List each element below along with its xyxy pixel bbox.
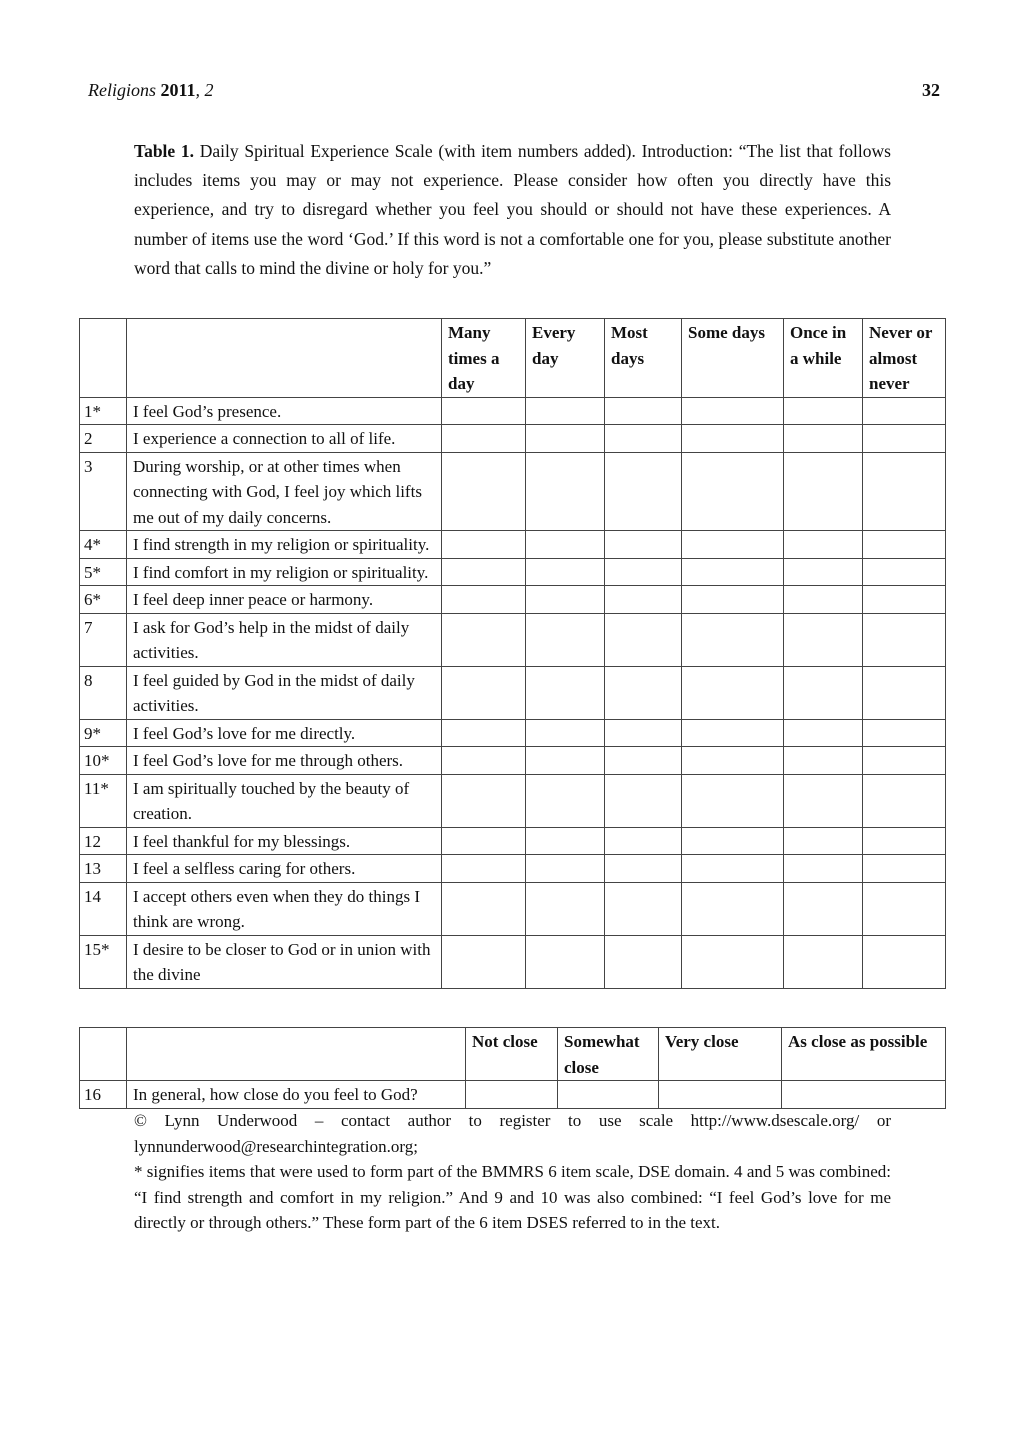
item-text: I feel God’s love for me through others. bbox=[127, 747, 442, 775]
response-cell[interactable] bbox=[526, 935, 605, 988]
frequency-header: Every day bbox=[526, 319, 605, 398]
frequency-header: Once in a while bbox=[784, 319, 863, 398]
table-row bbox=[80, 827, 946, 855]
item-number: 8 bbox=[80, 666, 127, 719]
response-cell[interactable] bbox=[442, 452, 526, 531]
response-cell[interactable] bbox=[526, 719, 605, 747]
journal-year: 2011 bbox=[160, 80, 196, 100]
response-cell[interactable] bbox=[863, 613, 946, 666]
response-cell[interactable] bbox=[863, 719, 946, 747]
item-text: I feel a selfless caring for others. bbox=[127, 855, 442, 883]
response-cell[interactable] bbox=[442, 774, 526, 827]
response-cell[interactable] bbox=[605, 452, 682, 531]
frequency-header-row bbox=[80, 319, 946, 398]
response-cell[interactable] bbox=[682, 747, 784, 775]
response-cell[interactable] bbox=[863, 855, 946, 883]
item-number: 12 bbox=[80, 827, 127, 855]
closeness-header-num-cell bbox=[80, 1028, 127, 1081]
response-cell[interactable] bbox=[605, 747, 682, 775]
frequency-header: Some days bbox=[682, 319, 784, 398]
response-cell[interactable] bbox=[682, 719, 784, 747]
response-cell[interactable] bbox=[682, 558, 784, 586]
response-cell[interactable] bbox=[682, 774, 784, 827]
response-cell[interactable] bbox=[682, 827, 784, 855]
response-cell[interactable] bbox=[526, 613, 605, 666]
response-cell[interactable] bbox=[526, 855, 605, 883]
response-cell[interactable] bbox=[442, 882, 526, 935]
response-cell[interactable] bbox=[605, 882, 682, 935]
response-cell[interactable] bbox=[863, 747, 946, 775]
item-text: During worship, or at other times when connecting with God, I feel joy which lifts me out of my daily concerns. bbox=[127, 452, 442, 531]
response-cell[interactable] bbox=[863, 774, 946, 827]
response-cell[interactable] bbox=[605, 558, 682, 586]
item-number: 11* bbox=[80, 774, 127, 827]
item-number: 14 bbox=[80, 882, 127, 935]
caption-label: Table 1. bbox=[134, 141, 195, 161]
frequency-header: Many times a day bbox=[442, 319, 526, 398]
response-cell[interactable] bbox=[863, 882, 946, 935]
response-cell[interactable] bbox=[784, 397, 863, 425]
response-cell[interactable] bbox=[526, 558, 605, 586]
response-cell[interactable] bbox=[682, 452, 784, 531]
item-text: I feel deep inner peace or harmony. bbox=[127, 586, 442, 614]
journal-volume: , 2 bbox=[195, 80, 214, 100]
response-cell[interactable] bbox=[605, 774, 682, 827]
response-cell[interactable] bbox=[784, 452, 863, 531]
closeness-header: Not close bbox=[466, 1028, 558, 1081]
table-row bbox=[80, 666, 946, 719]
closeness-header-row bbox=[80, 1028, 946, 1081]
response-cell[interactable] bbox=[605, 935, 682, 988]
item-text: I ask for God’s help in the midst of daily activities. bbox=[127, 613, 442, 666]
response-cell[interactable] bbox=[784, 882, 863, 935]
response-cell[interactable] bbox=[605, 586, 682, 614]
caption-text: Daily Spiritual Experience Scale (with item numbers added). Introduction: “The list that follows includes items you may or may not experience. Please consider how often you directly have this experience, and try to disregard whether you feel you should or should not have these experiences. A number of items use the word ‘God.’ If this word is not a comfortable one for you, please substitute another word that calls to mind the divine or holy for you.” bbox=[134, 141, 891, 278]
table-row bbox=[80, 613, 946, 666]
table-row bbox=[80, 425, 946, 453]
response-cell[interactable] bbox=[863, 531, 946, 559]
response-cell[interactable] bbox=[784, 666, 863, 719]
response-cell[interactable] bbox=[526, 531, 605, 559]
response-cell[interactable] bbox=[863, 558, 946, 586]
response-cell[interactable] bbox=[605, 397, 682, 425]
response-cell[interactable] bbox=[784, 774, 863, 827]
response-cell[interactable] bbox=[526, 827, 605, 855]
item-number: 2 bbox=[80, 425, 127, 453]
table-row bbox=[80, 558, 946, 586]
response-cell[interactable] bbox=[442, 855, 526, 883]
item-number: 4* bbox=[80, 531, 127, 559]
response-cell[interactable] bbox=[863, 935, 946, 988]
item-text: I find strength in my religion or spirituality. bbox=[127, 531, 442, 559]
table-row bbox=[80, 855, 946, 883]
closeness-table bbox=[79, 1027, 946, 1109]
response-cell[interactable] bbox=[863, 827, 946, 855]
response-cell[interactable] bbox=[526, 747, 605, 775]
response-cell[interactable] bbox=[784, 613, 863, 666]
dses-table bbox=[79, 318, 946, 989]
table-row bbox=[80, 774, 946, 827]
closeness-header: As close as possible bbox=[782, 1028, 946, 1081]
table-row bbox=[80, 747, 946, 775]
item-text: I am spiritually touched by the beauty of creation. bbox=[127, 774, 442, 827]
response-cell[interactable] bbox=[784, 855, 863, 883]
item-number: 7 bbox=[80, 613, 127, 666]
item-number: 3 bbox=[80, 452, 127, 531]
response-cell[interactable] bbox=[863, 425, 946, 453]
journal-header bbox=[88, 80, 214, 101]
frequency-header: Most days bbox=[605, 319, 682, 398]
header-item-cell bbox=[127, 319, 442, 398]
closeness-header-item-cell bbox=[127, 1028, 466, 1081]
item-text: I desire to be closer to God or in union with the divine bbox=[127, 935, 442, 988]
response-cell[interactable] bbox=[526, 586, 605, 614]
response-cell[interactable] bbox=[442, 827, 526, 855]
item-number: 10* bbox=[80, 747, 127, 775]
item-number: 15* bbox=[80, 935, 127, 988]
table-row bbox=[80, 1081, 946, 1109]
table-row bbox=[80, 586, 946, 614]
response-cell[interactable] bbox=[526, 666, 605, 719]
item-text: I find comfort in my religion or spirituality. bbox=[127, 558, 442, 586]
item-number: 9* bbox=[80, 719, 127, 747]
response-cell[interactable] bbox=[784, 586, 863, 614]
response-cell[interactable] bbox=[526, 425, 605, 453]
response-cell[interactable] bbox=[682, 586, 784, 614]
response-cell[interactable] bbox=[784, 827, 863, 855]
page-number: 32 bbox=[922, 80, 940, 100]
dses-table-body bbox=[80, 319, 946, 989]
response-cell[interactable] bbox=[659, 1081, 782, 1109]
response-cell[interactable] bbox=[442, 935, 526, 988]
table-row bbox=[80, 719, 946, 747]
response-cell[interactable] bbox=[682, 613, 784, 666]
response-cell[interactable] bbox=[682, 425, 784, 453]
response-cell[interactable] bbox=[442, 613, 526, 666]
closeness-header: Very close bbox=[659, 1028, 782, 1081]
response-cell[interactable] bbox=[682, 882, 784, 935]
response-cell[interactable] bbox=[863, 666, 946, 719]
response-cell[interactable] bbox=[442, 719, 526, 747]
response-cell[interactable] bbox=[466, 1081, 558, 1109]
response-cell[interactable] bbox=[863, 586, 946, 614]
response-cell[interactable] bbox=[605, 531, 682, 559]
response-cell[interactable] bbox=[442, 747, 526, 775]
asterisk-note: * signifies items that were used to form part of the BMMRS 6 item scale, DSE domain. 4 and 5 was combined: “I find strength and comfort in my religion.” And 9 and 10 was also combined: “I feel God’s love for me directly or through others.” These form part of the 6 item DSES referred to in the text. bbox=[134, 1162, 891, 1232]
response-cell[interactable] bbox=[526, 397, 605, 425]
response-cell[interactable] bbox=[526, 882, 605, 935]
response-cell[interactable] bbox=[784, 935, 863, 988]
response-cell[interactable] bbox=[605, 827, 682, 855]
item-number: 16 bbox=[80, 1081, 127, 1109]
response-cell[interactable] bbox=[605, 666, 682, 719]
response-cell[interactable] bbox=[682, 935, 784, 988]
response-cell[interactable] bbox=[442, 666, 526, 719]
item-text: I accept others even when they do things I think are wrong. bbox=[127, 882, 442, 935]
response-cell[interactable] bbox=[442, 425, 526, 453]
response-cell[interactable] bbox=[784, 558, 863, 586]
response-cell[interactable] bbox=[526, 452, 605, 531]
response-cell[interactable] bbox=[442, 586, 526, 614]
response-cell[interactable] bbox=[558, 1081, 659, 1109]
response-cell[interactable] bbox=[605, 613, 682, 666]
table-footnotes bbox=[134, 1108, 891, 1236]
journal-name: Religions bbox=[88, 80, 156, 100]
response-cell[interactable] bbox=[784, 531, 863, 559]
table-row bbox=[80, 397, 946, 425]
response-cell[interactable] bbox=[784, 425, 863, 453]
response-cell[interactable] bbox=[526, 774, 605, 827]
item-text: I feel guided by God in the midst of daily activities. bbox=[127, 666, 442, 719]
response-cell[interactable] bbox=[863, 397, 946, 425]
response-cell[interactable] bbox=[784, 747, 863, 775]
response-cell[interactable] bbox=[605, 719, 682, 747]
table-row bbox=[80, 452, 946, 531]
closeness-header: Somewhat close bbox=[558, 1028, 659, 1081]
item-text: I experience a connection to all of life. bbox=[127, 425, 442, 453]
response-cell[interactable] bbox=[442, 558, 526, 586]
item-text: I feel thankful for my blessings. bbox=[127, 827, 442, 855]
response-cell[interactable] bbox=[442, 531, 526, 559]
response-cell[interactable] bbox=[605, 855, 682, 883]
response-cell[interactable] bbox=[682, 397, 784, 425]
table-row bbox=[80, 882, 946, 935]
response-cell[interactable] bbox=[605, 425, 682, 453]
response-cell[interactable] bbox=[682, 666, 784, 719]
frequency-header: Never or almost never bbox=[863, 319, 946, 398]
item-text: I feel God’s love for me directly. bbox=[127, 719, 442, 747]
response-cell[interactable] bbox=[863, 452, 946, 531]
table-row bbox=[80, 531, 946, 559]
item-text: In general, how close do you feel to God? bbox=[127, 1081, 466, 1109]
item-text: I feel God’s presence. bbox=[127, 397, 442, 425]
item-number: 5* bbox=[80, 558, 127, 586]
header-num-cell bbox=[80, 319, 127, 398]
response-cell[interactable] bbox=[782, 1081, 946, 1109]
response-cell[interactable] bbox=[784, 719, 863, 747]
item-number: 6* bbox=[80, 586, 127, 614]
table-row bbox=[80, 935, 946, 988]
response-cell[interactable] bbox=[682, 531, 784, 559]
response-cell[interactable] bbox=[682, 855, 784, 883]
item-number: 1* bbox=[80, 397, 127, 425]
table-caption bbox=[134, 137, 891, 283]
response-cell[interactable] bbox=[442, 397, 526, 425]
item-number: 13 bbox=[80, 855, 127, 883]
copyright-note: © Lynn Underwood – contact author to register to use scale http://www.dsescale.org/ or lynnunderwood@researchintegration.org; bbox=[134, 1111, 891, 1156]
